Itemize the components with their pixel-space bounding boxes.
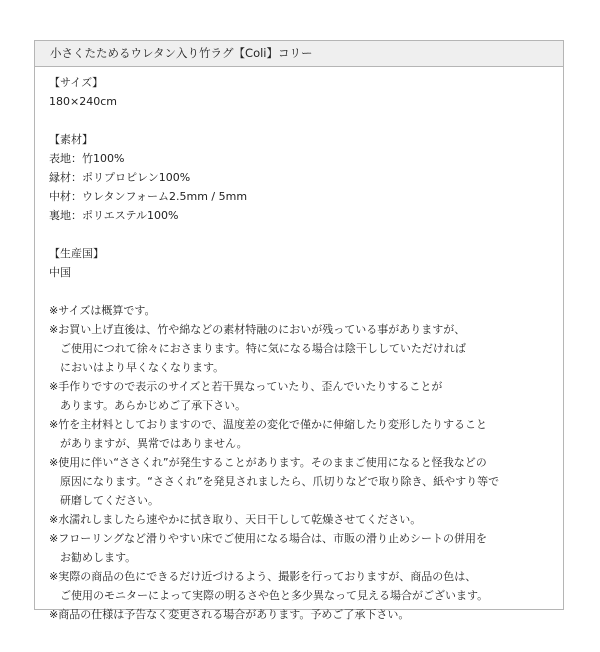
material-back: 裏地：ポリエステル100% xyxy=(49,209,179,222)
spacer xyxy=(49,225,555,244)
note-item: ※実際の商品の色にできるだけ近づけるよう、撮影を行っておりますが、商品の色は、 xyxy=(49,570,477,583)
origin-value: 中国 xyxy=(49,266,71,279)
panel-title: 小さくたためるウレタン入り竹ラグ【Coli】コリー xyxy=(35,41,563,67)
material-edge: 縁材：ポリプロピレン100% xyxy=(49,171,191,184)
note-continuation: においはより早くなくなります。 xyxy=(60,361,225,374)
note-item: ※フローリングなど滑りやすい床でご使用になる場合は、市販の滑り止めシートの併用を xyxy=(49,532,487,545)
note-continuation: 原因になります。“ささくれ”を発見されましたら、爪切りなどで取り除き、紙やすり等で xyxy=(60,475,500,488)
note-continuation: お勧めします。 xyxy=(60,551,137,564)
note-continuation: ご使用につれて徐々におさまります。特に気になる場合は陰干ししていただければ xyxy=(60,342,466,355)
note-item: ※使用に伴い“ささくれ”が発生することがあります。そのままご使用になると怪我などの xyxy=(49,456,487,469)
material-surface: 表地：竹100% xyxy=(49,152,125,165)
note-item: ※商品の仕様は予告なく変更される場合があります。予めご了承下さい。 xyxy=(49,608,410,621)
spec-content xyxy=(49,73,555,624)
spec-panel xyxy=(34,40,564,621)
spacer xyxy=(49,282,555,301)
note-continuation: ご使用のモニターによって実際の明るさや色と多少異なって見える場合がございます。 xyxy=(60,589,489,602)
notes-list xyxy=(49,301,555,624)
origin-heading: 【生産国】 xyxy=(49,247,104,260)
size-value: 180×240cm xyxy=(49,95,117,108)
note-continuation: 研磨してください。 xyxy=(60,494,159,507)
spacer xyxy=(49,111,555,130)
note-item: ※手作りですので表示のサイズと若干異なっていたり、歪んでいたりすることが xyxy=(49,380,443,393)
note-item: ※水濡れしましたら速やかに拭き取り、天日干しして乾燥させてください。 xyxy=(49,513,422,526)
note-continuation: がありますが、異常ではありません。 xyxy=(60,437,248,450)
size-heading: 【サイズ】 xyxy=(49,76,104,89)
note-item: ※サイズは概算です。 xyxy=(49,304,156,317)
note-continuation: あります。あらかじめご了承下さい。 xyxy=(60,399,247,412)
note-item: ※お買い上げ直後は、竹や綿などの素材特融のにおいが残っている事がありますが、 xyxy=(49,323,466,336)
material-heading: 【素材】 xyxy=(49,133,93,146)
material-core: 中材：ウレタンフォーム2.5mm / 5mm xyxy=(49,190,248,203)
note-item: ※竹を主材料としておりますので、温度差の変化で僅かに伸縮したり変形したりすること xyxy=(49,418,487,431)
